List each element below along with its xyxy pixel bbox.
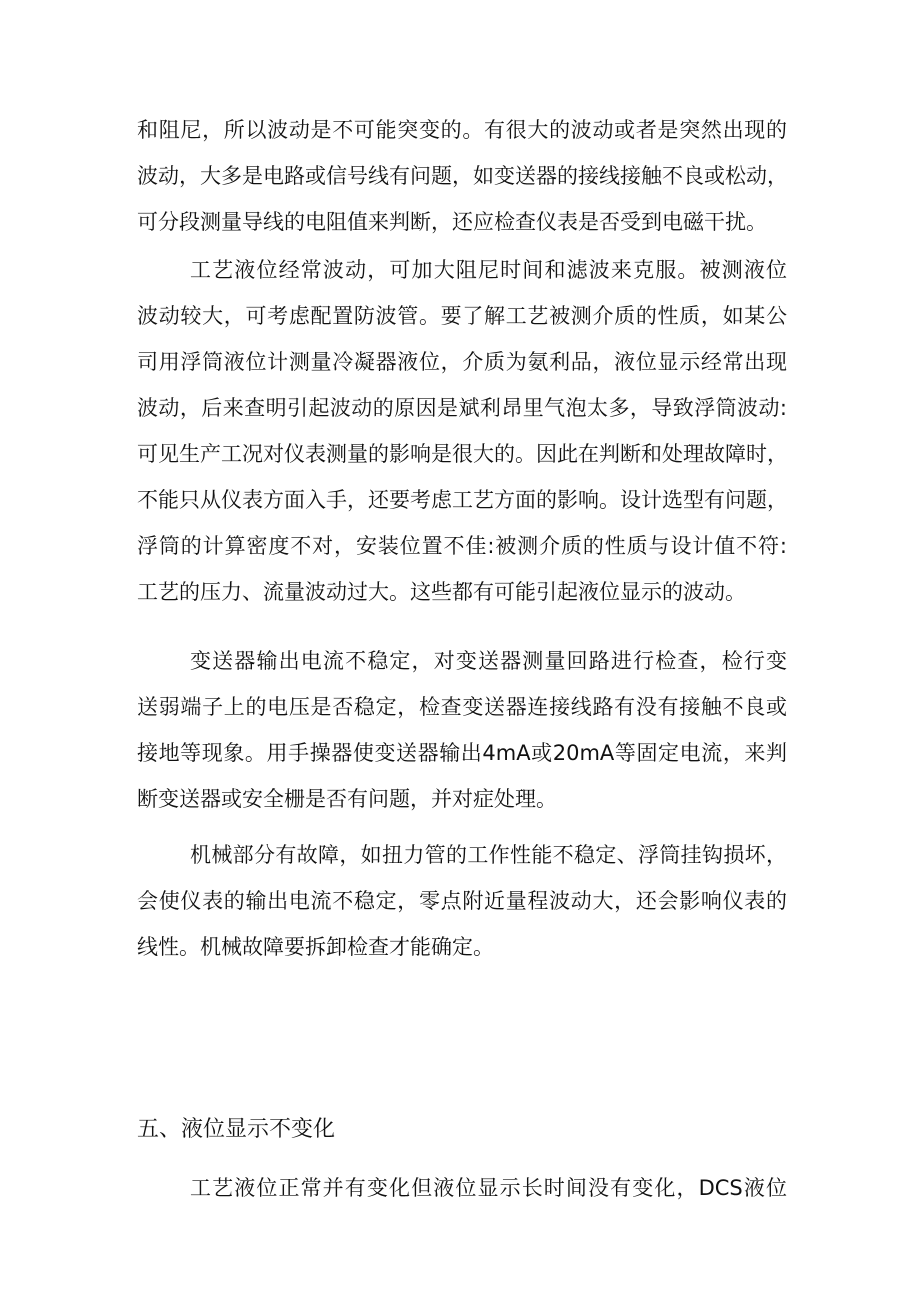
text-line: 机械部分有故障，如扭力管的工作性能不稳定、浮筒挂钩损坏， — [190, 843, 787, 867]
text-line: 接地等现象。用手操器使变送器输出4mA或20mA等固定电流，来判 — [137, 741, 787, 765]
text-line: 波动，大多是电路或信号线有问题，如变送器的接线接触不良或松动， — [137, 164, 788, 188]
text-line: 可分段测量导线的电阻值来判断，还应检查仪表是否受到电磁干扰。 — [137, 210, 767, 234]
paragraph-4 — [137, 832, 787, 970]
text-line: 可见生产工况对仪表测量的影响是很大的。因此在判断和处理故障时， — [137, 442, 788, 466]
text-line: 工艺液位正常并有变化但液位显示长时间没有变化，DCS液位 — [190, 1176, 787, 1200]
text-line: 波动较大，可考虑配置防波管。要了解工艺被测介质的性质，如某公 — [137, 304, 787, 328]
text-line: 和阻尼，所以波动是不可能突变的。有很大的波动或者是突然出现的 — [137, 118, 787, 142]
text-line: 变送器输出电流不稳定，对变送器测量回路进行检查，检行变 — [190, 649, 787, 673]
text-line: 断变送器或安全栅是否有问题，并对症处理。 — [137, 787, 557, 811]
paragraph-3 — [137, 638, 787, 822]
text-line: 不能只从仪表方面入手，还要考虑工艺方面的影响。设计选型有问题， — [137, 488, 788, 512]
paragraph-1 — [137, 107, 787, 245]
section-heading: 五、液位显示不变化 — [137, 1117, 336, 1142]
text-line: 浮筒的计算密度不对，安装位置不佳:被测介质的性质与设计值不符: — [137, 534, 787, 558]
text-line: 送弱端子上的电压是否稳定，检查变送器连接线路有没有接触不良或 — [137, 695, 787, 719]
paragraph-2 — [137, 247, 787, 615]
text-line: 司用浮筒液位计测量冷凝器液位，介质为氨利品，液位显示经常出现 — [137, 350, 787, 374]
text-line: 工艺液位经常波动，可加大阻尼时间和滤波来克服。被测液位 — [190, 258, 787, 282]
paragraph-5 — [137, 1165, 787, 1211]
text-line: 线性。机械故障要拆卸检查才能确定。 — [137, 935, 494, 959]
text-line: 会使仪表的输出电流不稳定，零点附近量程波动大，还会影响仪表的 — [137, 889, 787, 913]
text-line: 工艺的压力、流量波动过大。这些都有可能引起液位显示的波动。 — [137, 580, 746, 604]
text-line: 波动，后来查明引起波动的原因是斌利昂里气泡太多，导致浮筒波动: — [137, 396, 787, 420]
